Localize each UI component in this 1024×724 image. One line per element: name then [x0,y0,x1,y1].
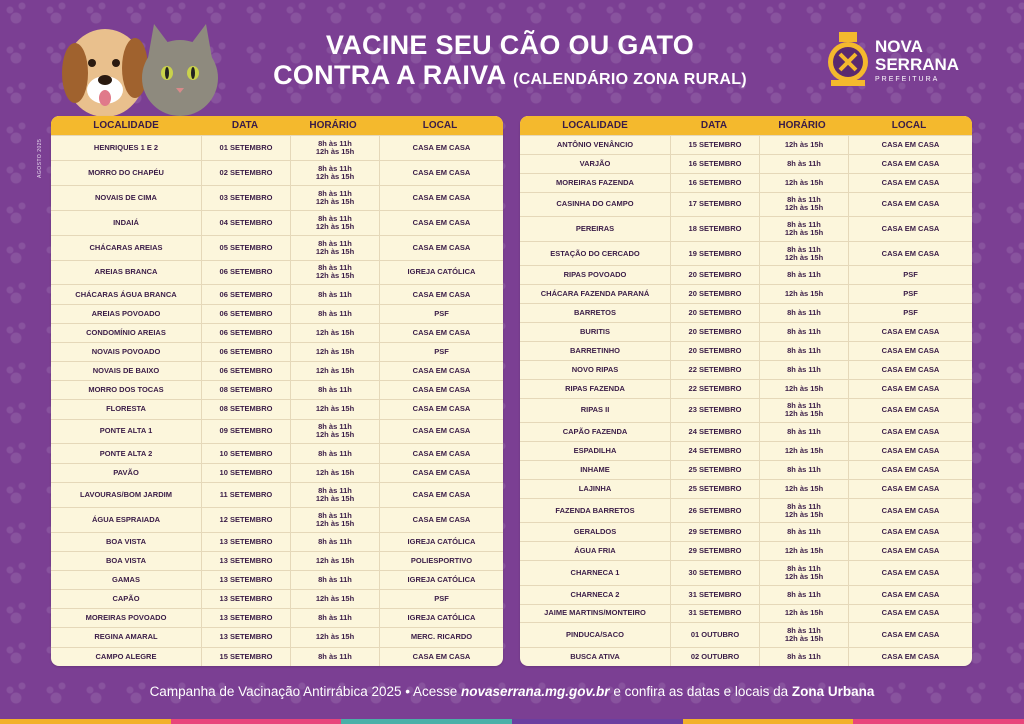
cell-local: CASA EM CASA [848,380,972,398]
cell-data: 18 SETEMBRO [670,217,759,241]
cell-horario: 12h às 15h [290,464,379,482]
table-row [51,361,503,380]
table-row [51,608,503,627]
title-subtitle: (CALENDÁRIO ZONA RURAL) [513,71,747,88]
table-header [51,116,503,135]
table-header [520,116,972,135]
cell-horario: 12h às 15h [759,380,848,398]
cell-horario: 8h às 11h [759,523,848,541]
cell-local: CASA EM CASA [848,423,972,441]
cell-data: 26 SETEMBRO [670,499,759,523]
table-row [520,341,972,360]
cell-horario: 8h às 11h [759,423,848,441]
cell-horario: 8h às 11h 12h às 15h [290,420,379,444]
cell-localidade: CHÁCARA FAZENDA PARANÁ [540,289,650,299]
cell-local: CASA EM CASA [848,217,972,241]
table-row [51,380,503,399]
table-row [520,135,972,154]
cell-horario: 8h às 11h [290,571,379,589]
table-row [51,323,503,342]
cell-local: CASA EM CASA [848,586,972,604]
table-row [51,235,503,260]
logo-serrana: SERRANA [875,55,960,74]
table-row [51,185,503,210]
cell-localidade: REGINA AMARAL [94,632,158,642]
cell-localidade: AREIAS POVOADO [91,308,161,318]
cell-local: CASA EM CASA [848,136,972,154]
cell-horario: 8h às 11h [290,285,379,303]
table-row [520,522,972,541]
cell-horario: 8h às 11h [759,266,848,284]
color-stripes [0,719,1024,724]
city-crest-icon [825,28,871,90]
table-row [520,322,972,341]
footer-text [0,684,1024,699]
cell-data: 13 SETEMBRO [201,590,290,608]
cell-horario: 8h às 11h 12h às 15h [290,186,379,210]
cell-local: CASA EM CASA [848,442,972,460]
cell-localidade: INDAIÁ [113,217,139,227]
cell-localidade: NOVAIS DE BAIXO [92,366,160,376]
cell-localidade: CAPÃO [112,594,140,604]
cell-data: 20 SETEMBRO [670,266,759,284]
cell-horario: 8h às 11h [759,361,848,379]
cell-horario: 12h às 15h [759,605,848,623]
cell-data: 13 SETEMBRO [201,609,290,627]
cell-data: 03 SETEMBRO [201,186,290,210]
cell-horario: 8h às 11h [759,461,848,479]
cell-localidade: CONDOMÍNIO AREIAS [86,327,166,337]
cell-localidade: GERALDOS [573,527,617,537]
cell-localidade: CAMPO ALEGRE [95,651,157,661]
cell-local: PSF [848,304,972,322]
table-row [51,210,503,235]
cell-local: CASA EM CASA [848,480,972,498]
cell-localidade: CHARNECA 2 [570,589,620,599]
cell-localidade: NOVAIS POVOADO [91,346,161,356]
cell-data: 13 SETEMBRO [201,571,290,589]
cell-local: CASA EM CASA [379,236,503,260]
cell-local: POLIESPORTIVO [379,552,503,570]
table-row [520,560,972,585]
cell-local: IGREJA CATÓLICA [379,609,503,627]
table-row [51,342,503,361]
cell-local: CASA EM CASA [848,461,972,479]
cell-local: CASA EM CASA [379,400,503,418]
cell-data: 22 SETEMBRO [670,380,759,398]
cell-data: 29 SETEMBRO [670,542,759,560]
cell-horario: 8h às 11h [290,444,379,462]
cell-local: CASA EM CASA [379,161,503,185]
cell-horario: 8h às 11h [759,586,848,604]
stripe-segment [853,719,1024,724]
cell-horario: 8h às 11h [290,381,379,399]
footer-part-2: e confira as datas e locais da [609,684,792,699]
table-row [51,507,503,532]
cell-localidade: MORRO DO CHAPÉU [88,167,164,177]
cell-local: CASA EM CASA [379,508,503,532]
table-row [51,463,503,482]
cell-horario: 8h às 11h [759,155,848,173]
cell-local: MERC. RICARDO [379,628,503,646]
cell-data: 16 SETEMBRO [670,155,759,173]
cell-horario: 8h às 11h 12h às 15h [759,399,848,423]
cell-horario: 8h às 11h 12h às 15h [290,261,379,285]
cell-data: 01 SETEMBRO [201,136,290,160]
table-row [520,541,972,560]
cell-horario: 8h às 11h 12h às 15h [759,561,848,585]
cell-horario: 8h às 11h 12h às 15h [759,242,848,266]
cell-horario: 8h às 11h 12h às 15h [290,161,379,185]
cell-local: PSF [848,285,972,303]
cell-data: 13 SETEMBRO [201,552,290,570]
cell-data: 20 SETEMBRO [670,285,759,303]
cell-data: 31 SETEMBRO [670,586,759,604]
cell-local: PSF [848,266,972,284]
cell-data: 31 SETEMBRO [670,605,759,623]
cell-local: CASA EM CASA [379,444,503,462]
cell-localidade: CHÁCARAS ÁGUA BRANCA [75,289,177,299]
cell-local: CASA EM CASA [848,561,972,585]
cell-local: PSF [379,305,503,323]
cell-data: 15 SETEMBRO [670,136,759,154]
logo-nova: NOVA [875,37,923,56]
cell-data: 20 SETEMBRO [670,342,759,360]
cell-horario: 12h às 15h [290,324,379,342]
poster-title [230,30,790,95]
table-row [520,265,972,284]
cell-local: PSF [379,590,503,608]
table-row [51,260,503,285]
cell-horario: 8h às 11h [759,304,848,322]
cell-local: CASA EM CASA [848,648,972,666]
cell-localidade: NOVO RIPAS [571,364,619,374]
cell-horario: 8h às 11h 12h às 15h [290,136,379,160]
cell-localidade: BOA VISTA [105,555,146,565]
cell-local: CASA EM CASA [379,362,503,380]
table-row [51,627,503,646]
cell-horario: 12h às 15h [759,542,848,560]
cell-horario: 8h às 11h 12h às 15h [290,508,379,532]
table-row [51,551,503,570]
cell-localidade: CAPÃO FAZENDA [562,427,628,437]
cell-local: CASA EM CASA [848,542,972,560]
cell-localidade: PEREIRAS [575,224,615,234]
table-row [51,443,503,462]
cell-localidade: BUSCA ATIVA [570,651,620,661]
stripe-segment [0,719,171,724]
cell-horario: 8h às 11h 12h às 15h [759,217,848,241]
cell-horario: 8h às 11h [759,648,848,666]
cell-horario: 8h às 11h 12h às 15h [759,193,848,217]
table-row [520,479,972,498]
cell-horario: 8h às 11h 12h às 15h [290,211,379,235]
cell-data: 11 SETEMBRO [201,483,290,507]
cell-localidade: MOREIRAS FAZENDA [556,177,634,187]
cell-localidade: LAJINHA [578,483,612,493]
cell-local: CASA EM CASA [848,623,972,647]
table-row [51,284,503,303]
cell-localidade: AREIAS BRANCA [94,267,158,277]
cell-local: CASA EM CASA [379,420,503,444]
cell-localidade: INHAME [580,464,610,474]
cell-horario: 8h às 11h [290,648,379,666]
table-row [51,570,503,589]
cell-horario: 12h às 15h [290,343,379,361]
cell-data: 04 SETEMBRO [201,211,290,235]
cell-localidade: BOA VISTA [105,536,146,546]
table-row [520,622,972,647]
cell-data: 17 SETEMBRO [670,193,759,217]
table-row [51,419,503,444]
cell-localidade: CHÁCARAS AREIAS [89,242,163,252]
cell-data: 24 SETEMBRO [670,442,759,460]
cell-localidade: RIPAS POVOADO [563,270,627,280]
cell-data: 13 SETEMBRO [201,533,290,551]
cell-localidade: PAVÃO [113,467,139,477]
cell-local: CASA EM CASA [379,186,503,210]
table-row [520,422,972,441]
cell-local: CASA EM CASA [848,174,972,192]
schedule-table-right [520,116,972,666]
cell-data: 05 SETEMBRO [201,236,290,260]
cell-data: 20 SETEMBRO [670,323,759,341]
cell-local: PSF [379,343,503,361]
cell-horario: 8h às 11h [290,533,379,551]
cell-local: IGREJA CATÓLICA [379,571,503,589]
cell-horario: 8h às 11h [759,342,848,360]
cell-local: CASA EM CASA [379,136,503,160]
table-row [520,192,972,217]
cell-localidade: BURITIS [580,326,610,336]
cell-localidade: PINDUCA/SACO [566,630,624,640]
cell-data: 29 SETEMBRO [670,523,759,541]
column-header-localidade: LOCALIDADE [562,120,628,131]
cell-horario: 8h às 11h [759,323,848,341]
cell-data: 02 SETEMBRO [201,161,290,185]
cell-data: 09 SETEMBRO [201,420,290,444]
table-row [520,647,972,666]
side-note: AGOSTO 2025 [37,138,43,178]
cell-local: CASA EM CASA [379,648,503,666]
stripe-segment [171,719,342,724]
table-row [520,398,972,423]
cell-localidade: GAMAS [112,574,140,584]
prefeitura-logo [825,28,975,94]
table-row [520,173,972,192]
column-header-data: DATA [700,120,728,131]
title-line-1: VACINE SEU CÃO OU GATO [325,30,695,60]
table-row [520,154,972,173]
table-row [51,482,503,507]
table-row [520,441,972,460]
cell-local: CASA EM CASA [848,523,972,541]
cell-horario: 8h às 11h [290,609,379,627]
cell-data: 01 OUTUBRO [670,623,759,647]
cell-local: CASA EM CASA [379,211,503,235]
cell-local: CASA EM CASA [848,605,972,623]
cell-data: 16 SETEMBRO [670,174,759,192]
column-header-horario: HORÁRIO [778,120,826,131]
cell-localidade: FLORESTA [106,404,146,414]
cell-horario: 8h às 11h 12h às 15h [759,499,848,523]
cell-localidade: PONTE ALTA 1 [99,426,153,436]
column-header-horario: HORÁRIO [309,120,357,131]
cell-localidade: ANTÔNIO VENÂNCIO [556,139,634,149]
cell-horario: 12h às 15h [290,628,379,646]
cell-data: 13 SETEMBRO [201,628,290,646]
cell-local: CASA EM CASA [379,381,503,399]
cell-data: 24 SETEMBRO [670,423,759,441]
cell-data: 12 SETEMBRO [201,508,290,532]
cell-local: CASA EM CASA [848,361,972,379]
cell-data: 15 SETEMBRO [201,648,290,666]
cell-localidade: ESTAÇÃO DO CERCADO [550,248,640,258]
cell-localidade: ÁGUA FRIA [574,546,616,556]
cell-horario: 12h às 15h [759,442,848,460]
title-line-2: CONTRA A RAIVA [273,60,506,90]
cell-horario: 12h às 15h [290,362,379,380]
cell-data: 23 SETEMBRO [670,399,759,423]
table-row [520,284,972,303]
column-header-local: LOCAL [422,120,458,131]
cell-local: CASA EM CASA [379,324,503,342]
cell-local: CASA EM CASA [379,483,503,507]
cell-localidade: NOVAIS DE CIMA [95,192,157,202]
cell-horario: 8h às 11h 12h às 15h [759,623,848,647]
cell-local: CASA EM CASA [848,342,972,360]
cell-horario: 12h às 15h [759,480,848,498]
cell-horario: 12h às 15h [759,285,848,303]
cell-localidade: CHARNECA 1 [570,567,620,577]
cell-data: 25 SETEMBRO [670,480,759,498]
cell-localidade: MORRO DOS TOCAS [88,385,164,395]
table-row [51,532,503,551]
cell-horario: 12h às 15h [290,590,379,608]
table-row [520,360,972,379]
cell-horario: 12h às 15h [759,136,848,154]
cell-localidade: CASINHA DO CAMPO [556,199,634,209]
cell-localidade: LAVOURAS/BOM JARDIM [80,489,172,499]
cell-data: 06 SETEMBRO [201,285,290,303]
footer-website: novaserrana.mg.gov.br [461,684,610,699]
cell-data: 06 SETEMBRO [201,261,290,285]
cell-local: CASA EM CASA [848,193,972,217]
dog-and-cat-photo [50,18,225,118]
stripe-segment [512,719,683,724]
cell-data: 06 SETEMBRO [201,343,290,361]
cell-localidade: ÁGUA ESPRAIADA [91,514,161,524]
cell-localidade: VARJÃO [579,158,611,168]
table-row [520,460,972,479]
footer-zone: Zona Urbana [791,684,875,699]
table-row [520,303,972,322]
cell-localidade: RIPAS FAZENDA [565,383,625,393]
cell-data: 10 SETEMBRO [201,464,290,482]
stripe-segment [683,719,854,724]
table-row [51,589,503,608]
cell-horario: 12h às 15h [759,174,848,192]
table-row [520,585,972,604]
column-header-data: DATA [231,120,259,131]
cell-local: CASA EM CASA [848,499,972,523]
cell-localidade: ESPADILHA [573,445,617,455]
table-row [51,135,503,160]
table-row [51,160,503,185]
logo-prefeitura: PREFEITURA [875,76,940,83]
column-header-local: LOCAL [891,120,927,131]
cell-local: CASA EM CASA [848,323,972,341]
table-row [51,304,503,323]
table-row [51,647,503,666]
cell-data: 30 SETEMBRO [670,561,759,585]
cell-data: 25 SETEMBRO [670,461,759,479]
cell-horario: 8h às 11h [290,305,379,323]
cell-data: 08 SETEMBRO [201,400,290,418]
cell-data: 06 SETEMBRO [201,324,290,342]
cell-data: 06 SETEMBRO [201,305,290,323]
table-row [520,379,972,398]
cell-localidade: JAIME MARTINS/MONTEIRO [544,608,646,618]
table-row [520,216,972,241]
cell-data: 10 SETEMBRO [201,444,290,462]
cell-localidade: BARRETINHO [570,345,620,355]
cell-localidade: MOREIRAS POVOADO [85,613,167,623]
table-row [51,399,503,418]
cell-data: 19 SETEMBRO [670,242,759,266]
table-row [520,604,972,623]
table-row [520,241,972,266]
cell-horario: 8h às 11h 12h às 15h [290,236,379,260]
cell-data: 22 SETEMBRO [670,361,759,379]
cell-data: 02 OUTUBRO [670,648,759,666]
footer-part-1: Campanha de Vacinação Antirrábica 2025 • Acesse [149,684,461,699]
column-header-localidade: LOCALIDADE [93,120,159,131]
cell-horario: 12h às 15h [290,552,379,570]
schedule-table-left [51,116,503,666]
table-row [520,498,972,523]
cell-data: 06 SETEMBRO [201,362,290,380]
cell-horario: 12h às 15h [290,400,379,418]
cell-local: IGREJA CATÓLICA [379,261,503,285]
cell-local: IGREJA CATÓLICA [379,533,503,551]
stripe-segment [341,719,512,724]
cell-data: 20 SETEMBRO [670,304,759,322]
cell-localidade: RIPAS II [580,405,610,415]
cell-localidade: PONTE ALTA 2 [99,448,153,458]
cell-local: CASA EM CASA [379,285,503,303]
cell-local: CASA EM CASA [848,399,972,423]
cell-data: 08 SETEMBRO [201,381,290,399]
cell-local: CASA EM CASA [848,242,972,266]
cell-localidade: BARRETOS [574,308,616,318]
cell-horario: 8h às 11h 12h às 15h [290,483,379,507]
cell-localidade: HENRIQUES 1 E 2 [93,142,159,152]
cell-local: CASA EM CASA [848,155,972,173]
cell-localidade: FAZENDA BARRETOS [555,505,635,515]
cell-local: CASA EM CASA [379,464,503,482]
